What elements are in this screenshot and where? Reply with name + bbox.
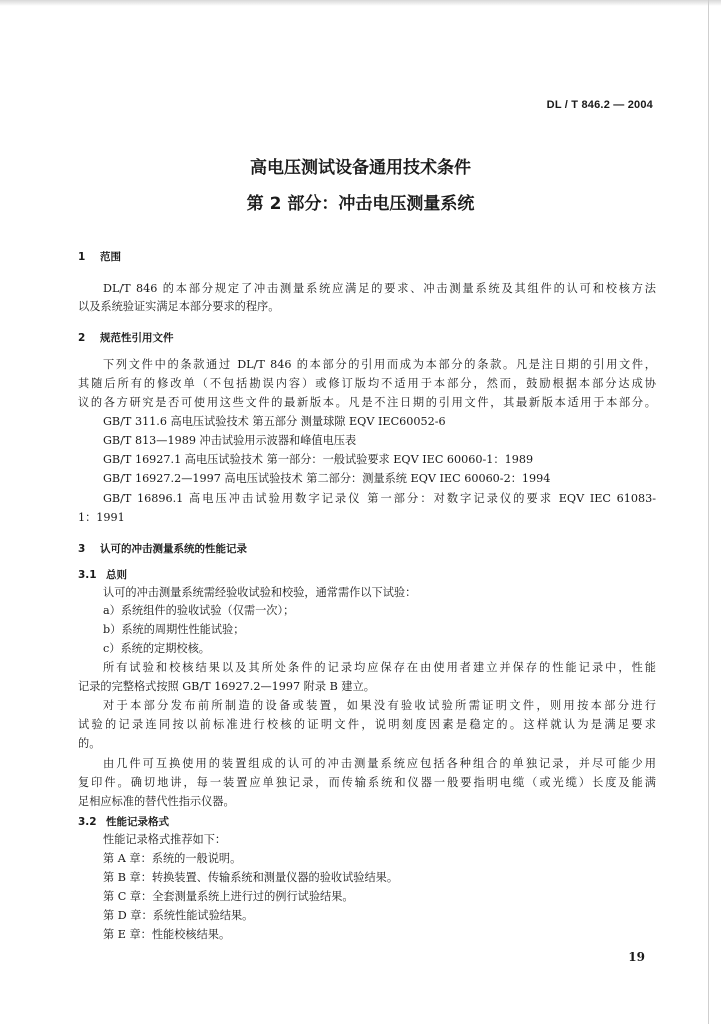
paragraph-line: 对于本部分发布前所制造的设备或装置，如果没有验收试验所需证明文件，则用按本部分进行 — [103, 699, 656, 712]
paragraph-line: 认可的冲击测量系统需经验收试验和校验，通常需作以下试验： — [103, 586, 417, 599]
section-number: 2 — [78, 332, 86, 344]
section-1-heading — [78, 249, 656, 265]
paragraph-line: 记录的完整格式按照 GB/T 16927.2—1997 附录 B 建立。 — [78, 680, 375, 693]
list-item: a）系统组件的验收试验（仅需一次）； — [103, 604, 295, 617]
paragraph-line: 性能记录格式推荐如下： — [103, 833, 227, 846]
paragraph-line: 议的各方研究是否可使用这些文件的最新版本。凡是不注日期的引用文件，其最新版本适用于本部分。 — [78, 396, 656, 409]
subsection-3-1-heading — [78, 567, 656, 583]
section-title: 总则 — [106, 569, 127, 581]
paragraph-line: DL/T 846 的本部分规定了冲击测量系统应满足的要求、冲击测量系统及其组件的认可和校核方法 — [103, 282, 656, 295]
scan-top-edge — [0, 0, 721, 6]
section-number: 1 — [78, 251, 86, 263]
document-title-line2: 第 2 部分：冲击电压测量系统 — [246, 194, 475, 214]
paragraph-line: 试验的记录连同按以前标准进行校核的证明文件，说明刻度因素是稳定的。这样就认为是满足要求 — [78, 718, 656, 731]
list-item: 第 C 章：全套测量系统上进行过的例行试验结果。 — [103, 890, 354, 903]
list-item: 第 E 章：性能校核结果。 — [103, 928, 231, 941]
reference-item: GB/T 16927.2—1997 高电压试验技术 第二部分：测量系统 EQV IEC 60060-2：1994 — [103, 472, 551, 485]
paragraph-line: 的。 — [78, 737, 101, 750]
paragraph-line: 足相应标准的替代性指示仪器。 — [78, 795, 235, 808]
paragraph-line: 复印件。确切地讲，每一装置应单独记录，而传输系统和仪器一般要指明电缆（或光缆）长度及能满 — [78, 776, 656, 789]
reference-item: GB/T 311.6 高电压试验技术 第五部分 测量球隙 EQV IEC60052-6 — [103, 415, 446, 428]
paragraph-line: 以及系统验证实满足本部分要求的程序。 — [78, 300, 280, 313]
subsection-3-2-heading — [78, 814, 656, 830]
paragraph-line: 所有试验和校核结果以及其所处条件的记录均应保存在由使用者建立并保存的性能记录中，性能 — [103, 661, 656, 674]
section-title: 认可的冲击测量系统的性能记录 — [100, 543, 247, 555]
standard-code: DL / T 846.2 — 2004 — [546, 99, 653, 111]
list-item: b）系统的周期性性能试验； — [103, 623, 245, 636]
page-number: 19 — [628, 950, 645, 964]
reference-item-continuation: 1：1991 — [78, 511, 125, 524]
paragraph-line: 其随后所有的修改单（不包括勘误内容）或修订版均不适用于本部分，然而，鼓励根据本部分达成协 — [78, 377, 656, 390]
reference-item: GB/T 813—1989 冲击试验用示波器和峰值电压表 — [103, 434, 357, 447]
section-number: 3 — [78, 543, 86, 555]
section-title: 范围 — [100, 251, 121, 263]
list-item: c）系统的定期校核。 — [103, 642, 210, 655]
reference-item: GB/T 16896.1 高电压冲击试验用数字记录仪 第一部分：对数字记录仪的要求 EQV IEC 61083- — [103, 492, 656, 505]
list-item: 第 B 章：转换装置、传输系统和测量仪器的验收试验结果。 — [103, 871, 399, 884]
section-number: 3.1 — [78, 569, 97, 581]
section-title: 性能记录格式 — [106, 816, 169, 828]
list-item: 第 D 章：系统性能试验结果。 — [103, 909, 254, 922]
section-title: 规范性引用文件 — [100, 332, 174, 344]
list-item: 第 A 章：系统的一般说明。 — [103, 852, 242, 865]
paragraph-line: 下列文件中的条款通过 DL/T 846 的本部分的引用而成为本部分的条款。凡是注日期的引用文件， — [103, 358, 656, 371]
section-2-heading — [78, 330, 656, 346]
section-number: 3.2 — [78, 816, 97, 828]
document-title-line1: 高电压测试设备通用技术条件 — [250, 158, 471, 178]
reference-item: GB/T 16927.1 高电压试验技术 第一部分：一般试验要求 EQV IEC 60060-1：1989 — [103, 453, 534, 466]
section-3-heading — [78, 541, 656, 557]
paragraph-line: 由几件可互换使用的装置组成的认可的冲击测量系统应包括各种组合的单独记录，并尽可能少用 — [103, 757, 656, 770]
